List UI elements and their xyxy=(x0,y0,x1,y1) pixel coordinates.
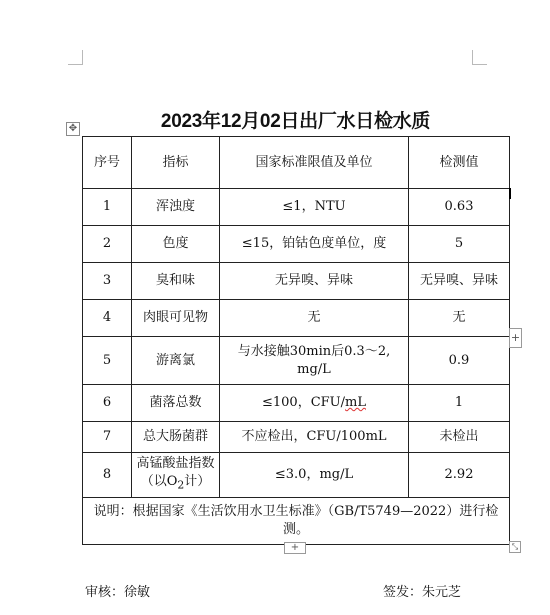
table-note: 说明：根据国家《生活饮用水卫生标准》（GB/T5749—2022）进行检测。 xyxy=(83,498,510,545)
row-item: 菌落总数 xyxy=(132,385,220,422)
item-line-1: 高锰酸盐指数 xyxy=(136,456,215,472)
row-item: 肉眼可见物 xyxy=(132,300,220,337)
crop-mark-top-left xyxy=(68,50,83,65)
table-row xyxy=(83,385,510,422)
row-item: 游离氯 xyxy=(132,337,220,385)
standard-line-1: 与水接触30min后0.3～2, xyxy=(237,343,391,359)
page-title: 2023年12月02日出厂水日检水质 xyxy=(160,111,431,132)
item-subscript: 2 xyxy=(177,478,185,492)
table-move-handle-icon[interactable]: ✥ xyxy=(66,122,80,136)
row-item: 臭和味 xyxy=(132,263,220,300)
header-value: 检测值 xyxy=(409,137,510,189)
row-standard: ≤15，铂钴色度单位，度 xyxy=(220,226,409,263)
add-column-plus-icon[interactable]: + xyxy=(509,328,522,348)
table-resize-handle-icon[interactable]: ⤡ xyxy=(509,541,521,553)
row-item: 色度 xyxy=(132,226,220,263)
row-value: 2.92 xyxy=(409,453,510,498)
row-standard: ≤3.0，mg/L xyxy=(220,453,409,498)
standard-main: ≤100，CFU/ xyxy=(262,395,346,410)
row-value: 无 xyxy=(409,300,510,337)
item-line-2b: 计） xyxy=(184,474,211,490)
header-standard: 国家标准限值及单位 xyxy=(220,137,409,189)
spellcheck-unit: mL xyxy=(345,395,366,410)
header-no: 序号 xyxy=(83,137,132,189)
standard-line-2: mg/L xyxy=(297,361,331,377)
row-item xyxy=(132,453,220,498)
text-cursor xyxy=(509,188,511,199)
table-row xyxy=(83,337,510,385)
row-no: 7 xyxy=(83,422,132,453)
row-standard: 无 xyxy=(220,300,409,337)
table-row xyxy=(83,263,510,300)
note-row xyxy=(83,498,510,545)
row-standard: 无异嗅、异味 xyxy=(220,263,409,300)
reviewer-signature: 审核：徐敏 xyxy=(85,585,151,600)
row-standard xyxy=(220,337,409,385)
add-row-plus-icon[interactable]: + xyxy=(284,542,306,554)
row-value: 5 xyxy=(409,226,510,263)
row-value: 0.9 xyxy=(409,337,510,385)
row-value: 未检出 xyxy=(409,422,510,453)
crop-mark-top-right xyxy=(472,50,487,65)
row-value: 1 xyxy=(409,385,510,422)
row-item: 总大肠菌群 xyxy=(132,422,220,453)
row-no: 8 xyxy=(83,453,132,498)
table-row xyxy=(83,300,510,337)
row-no: 2 xyxy=(83,226,132,263)
table-header-row xyxy=(83,137,510,189)
row-item: 浑浊度 xyxy=(132,189,220,226)
row-no: 3 xyxy=(83,263,132,300)
row-no: 5 xyxy=(83,337,132,385)
table-row xyxy=(83,453,510,498)
header-item: 指标 xyxy=(132,137,220,189)
row-value: 无异嗅、异味 xyxy=(409,263,510,300)
row-standard: ≤1，NTU xyxy=(220,189,409,226)
table-row xyxy=(83,189,510,226)
row-standard: 不应检出，CFU/100mL xyxy=(220,422,409,453)
row-standard xyxy=(220,385,409,422)
table-row xyxy=(83,422,510,453)
row-no: 1 xyxy=(83,189,132,226)
row-value: 0.63 xyxy=(409,189,510,226)
item-line-2a: （以O xyxy=(140,474,178,490)
table-row xyxy=(83,226,510,263)
row-no: 4 xyxy=(83,300,132,337)
row-no: 6 xyxy=(83,385,132,422)
water-quality-table xyxy=(82,136,510,545)
issuer-signature: 签发：朱元芝 xyxy=(383,585,462,600)
